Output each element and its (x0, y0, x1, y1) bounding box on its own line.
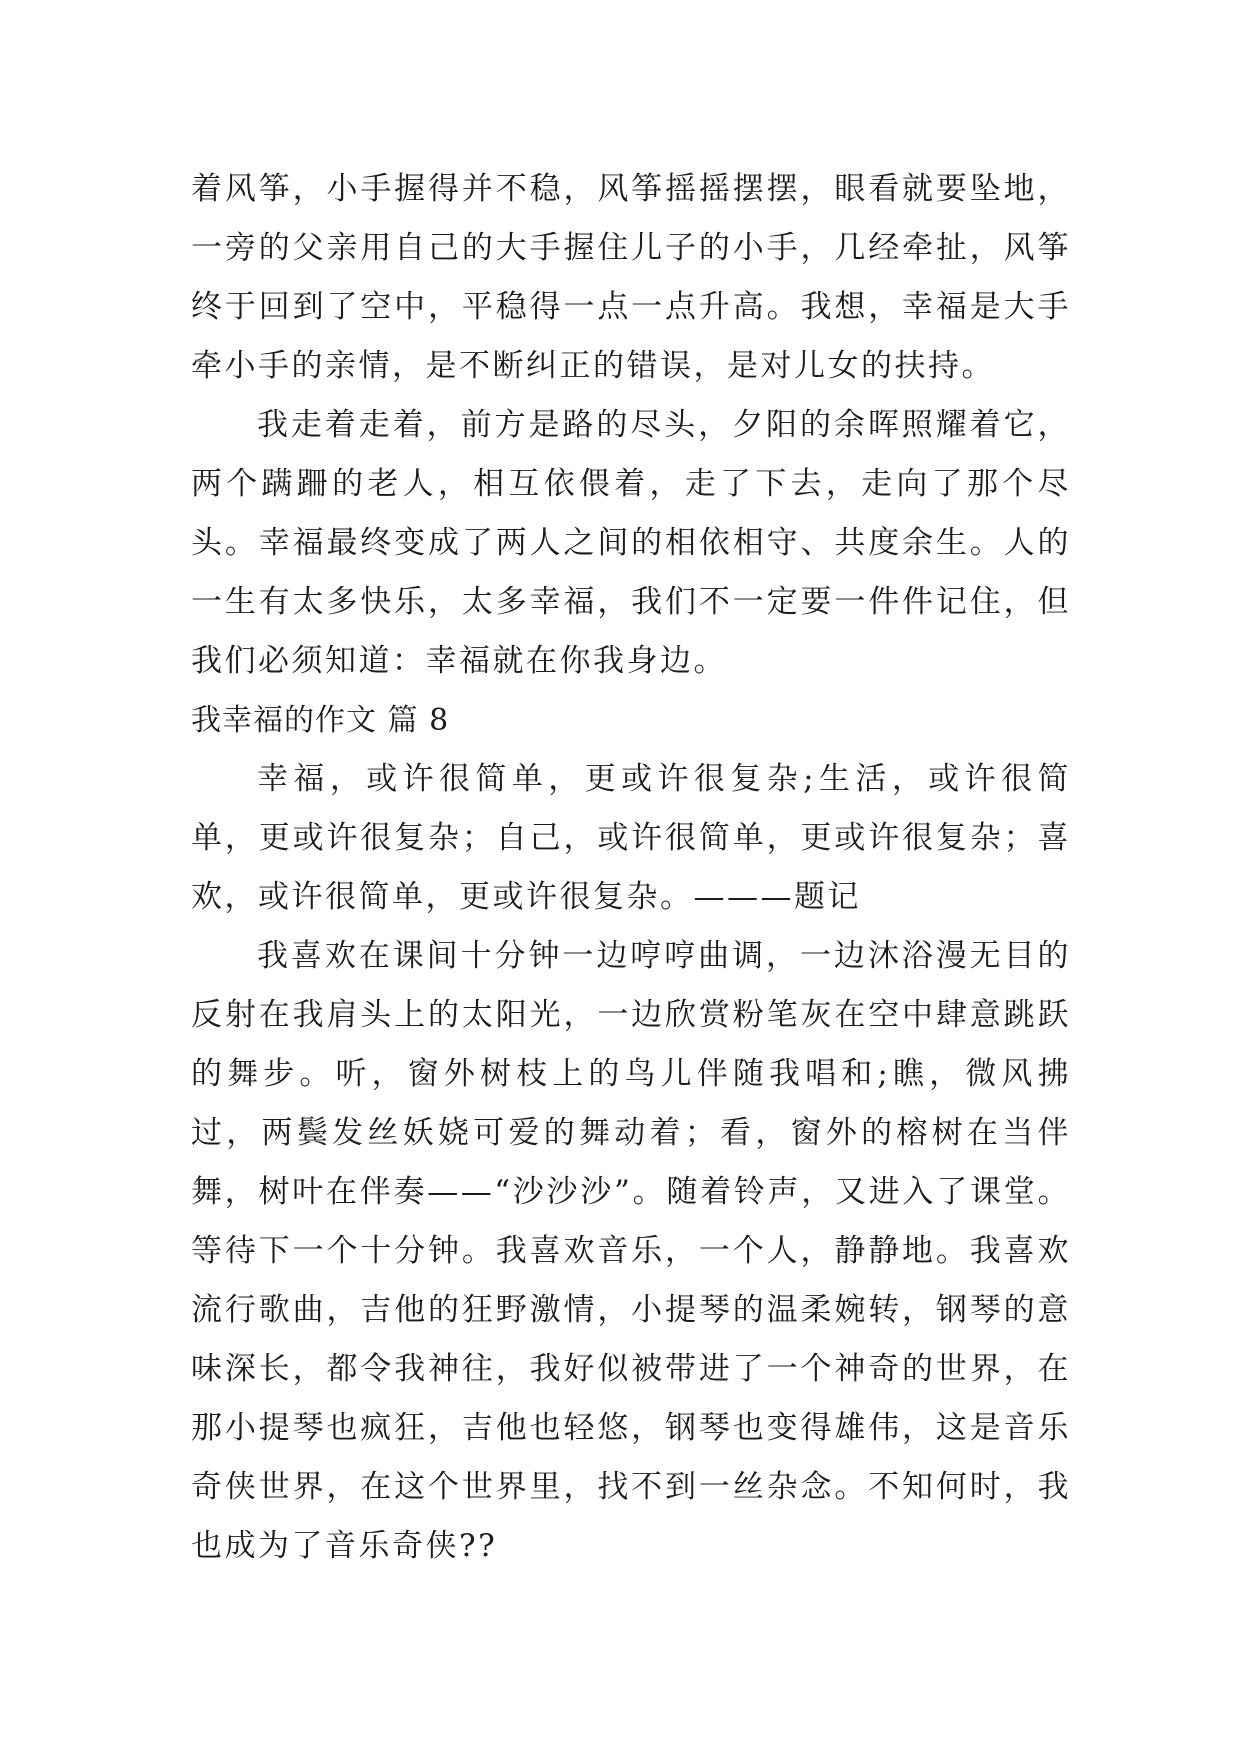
paragraph-music: 我喜欢在课间十分钟一边哼哼曲调，一边沐浴漫无目的反射在我肩头上的太阳光，一边欣赏粉笔灰在空中肆意跳跃的舞步。听，窗外树枝上的鸟儿伴随我唱和;瞧，微风拂过，两鬓发丝妖娆可爱的舞动着；看，窗外的榕树在当伴舞，树叶在伴奏——“沙沙沙”。随着铃声，又进入了课堂。等待下一个十分钟。我喜欢音乐，一个人，静静地。我喜欢流行歌曲，吉他的狂野激情，小提琴的温柔婉转，钢琴的意味深长，都令我神往，我好似被带进了一个神奇的世界，在那小提琴也疯狂，吉他也轻悠，钢琴也变得雄伟，这是音乐奇侠世界，在这个世界里，找不到一丝杂念。不知何时，我也成为了音乐奇侠?? (191, 938, 1071, 1564)
paragraph-epigraph: 幸福，或许很简单，更或许很复杂;生活，或许很简单，更或许很复杂；自己，或许很简单，更或许很复杂；喜欢，或许很简单，更或许很复杂。———题记 (191, 761, 1071, 915)
section-heading: 我幸福的作文 篇 8 (191, 703, 450, 738)
document-body (191, 160, 1071, 1576)
paragraph-kite: 着风筝，小手握得并不稳，风筝摇摇摆摆，眼看就要坠地，一旁的父亲用自己的大手握住儿子的小手，几经牵扯，风筝终于回到了空中，平稳得一点一点升高。我想，幸福是大手牵小手的亲情，是不断纠正的错误，是对儿女的扶持。 (191, 171, 1071, 384)
paragraph-old-couple: 我走着走着，前方是路的尽头，夕阳的余晖照耀着它，两个蹒跚的老人，相互依偎着，走了下去，走向了那个尽头。幸福最终变成了两人之间的相依相守、共度余生。人的一生有太多快乐，太多幸福，我们不一定要一件件记住，但我们必须知道：幸福就在你我身边。 (191, 407, 1071, 679)
